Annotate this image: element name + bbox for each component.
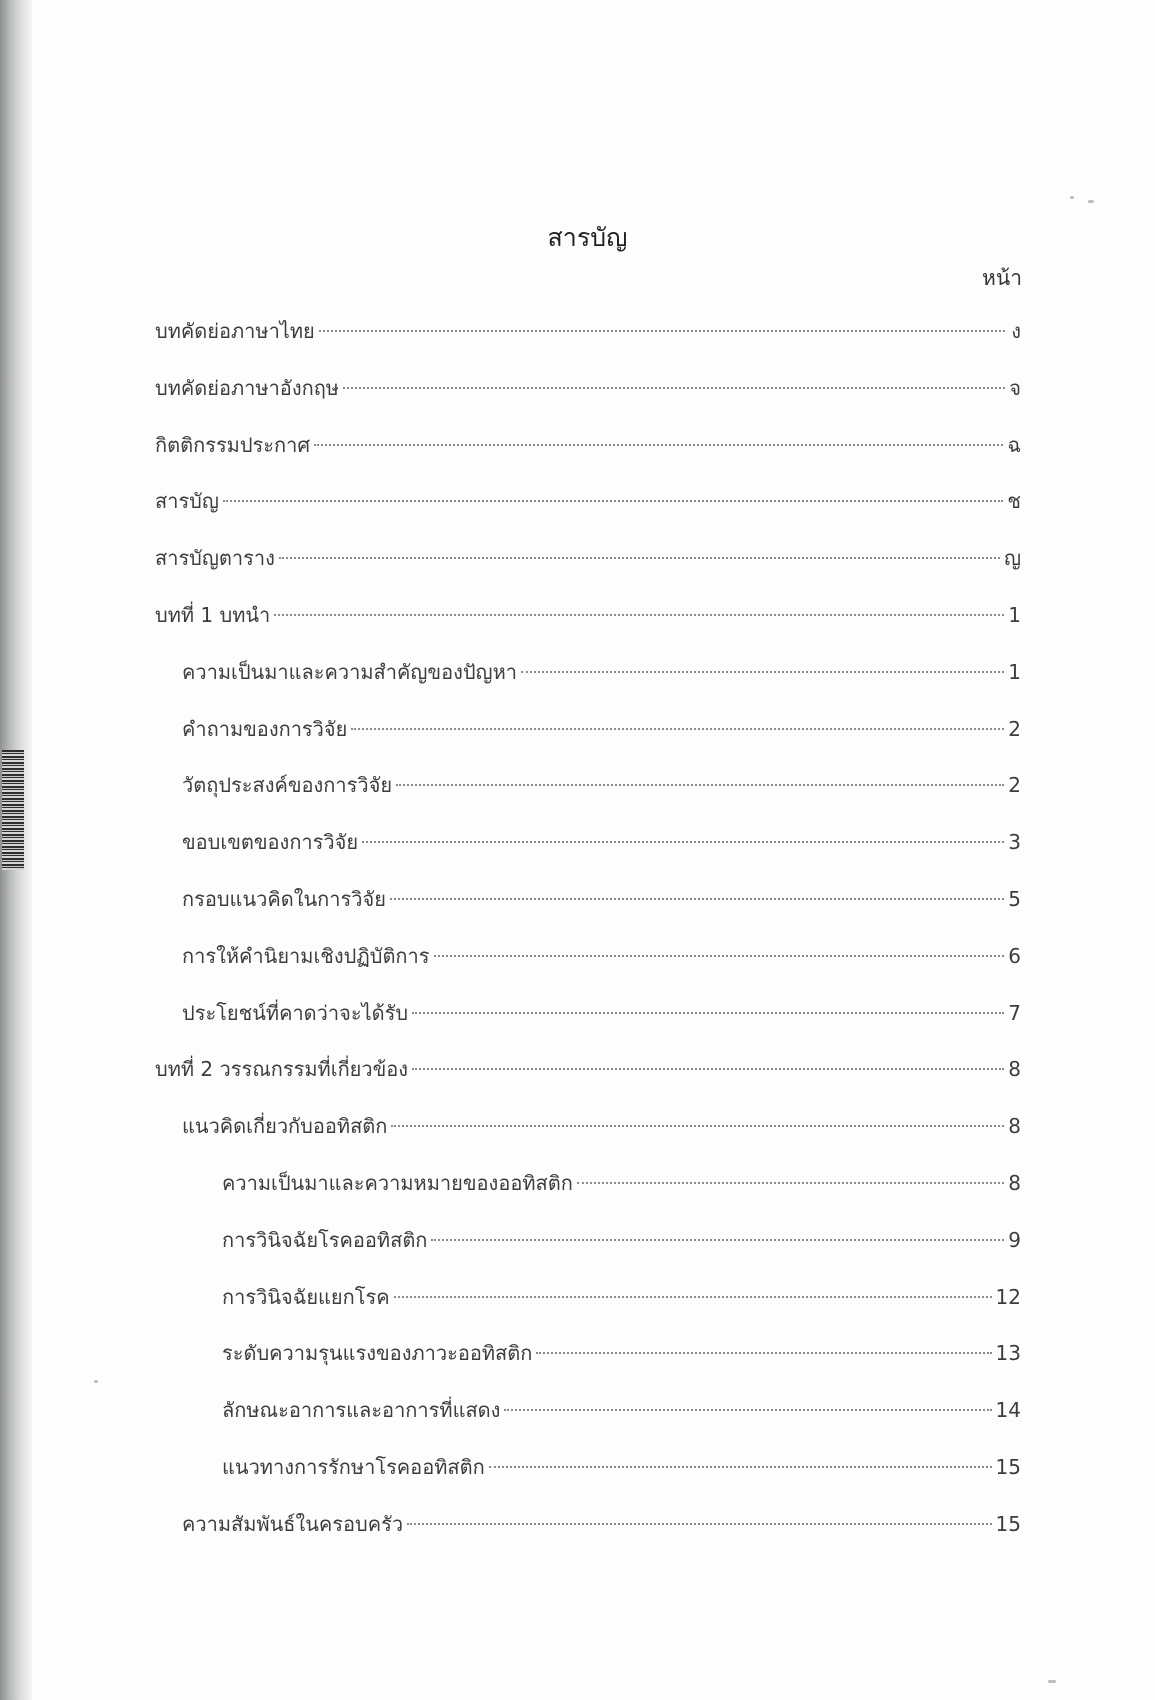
toc-entry-label: ความสัมพันธ์ในครอบครัว [182, 1512, 404, 1536]
toc-dot-leader [274, 614, 1004, 616]
toc-entry-page: ญ [1003, 546, 1021, 570]
toc-dot-leader [407, 1523, 991, 1525]
toc-dot-leader [412, 1068, 1004, 1070]
toc-entry-page: 2 [1008, 717, 1021, 741]
toc-dot-leader [431, 1239, 1004, 1241]
toc-entry [222, 1168, 1021, 1198]
toc-entry [222, 1452, 1021, 1482]
toc-dot-leader [343, 387, 1005, 389]
toc-entry [155, 430, 1021, 460]
toc-entry [155, 316, 1021, 346]
toc-entry-label: บทคัดย่อภาษาอังกฤษ [155, 376, 339, 400]
toc-dot-leader [577, 1182, 1004, 1184]
toc-entry [155, 543, 1021, 573]
toc-entry-label: กรอบแนวคิดในการวิจัย [182, 887, 386, 911]
toc-entry-page: 1 [1008, 603, 1021, 627]
toc-entry-label: ความเป็นมาและความหมายของออทิสติก [222, 1171, 573, 1195]
toc-dot-leader [504, 1409, 991, 1411]
toc-entry-page: 15 [995, 1512, 1021, 1536]
toc-entry-page: 1 [1008, 660, 1021, 684]
toc-entry-page: 9 [1008, 1228, 1021, 1252]
toc-entry-label: สารบัญ [155, 489, 219, 513]
toc-entry [182, 1111, 1021, 1141]
toc-entry [182, 714, 1021, 744]
toc-entry [222, 1225, 1021, 1255]
toc-dot-leader [396, 784, 1004, 786]
toc-entry-page: 5 [1008, 887, 1021, 911]
toc-entry [222, 1282, 1021, 1312]
toc-entry-page: ฉ [1007, 433, 1021, 457]
scan-speck [1048, 1680, 1056, 1683]
toc-entry [182, 770, 1021, 800]
toc-entry-label: วัตถุประสงค์ของการวิจัย [182, 773, 393, 797]
toc-entry-label: แนวคิดเกี่ยวกับออทิสติก [182, 1114, 388, 1138]
toc-entry [182, 884, 1021, 914]
toc-entry [222, 1338, 1021, 1368]
toc-entry-page: 15 [995, 1455, 1021, 1479]
toc-entry-page: 12 [995, 1285, 1021, 1309]
page-column-label: หน้า [982, 266, 1022, 290]
toc-dot-leader [521, 671, 1004, 673]
toc-entry-page: 8 [1008, 1171, 1021, 1195]
toc-dot-leader [362, 841, 1004, 843]
toc-entry-page: จ [1009, 376, 1021, 400]
toc-entry-label: ความเป็นมาและความสำคัญของปัญหา [182, 660, 518, 684]
toc-entry-page: 3 [1008, 830, 1021, 854]
toc-entry-label: แนวทางการรักษาโรคออทิสติก [222, 1455, 485, 1479]
toc-entry [182, 657, 1021, 687]
toc-entry [222, 1395, 1021, 1425]
toc-entry-page: ง [1011, 319, 1021, 343]
toc-entry [182, 1509, 1021, 1539]
page-title: สารบัญ [547, 223, 628, 252]
toc-entry-page: 7 [1008, 1001, 1021, 1025]
toc-entry-label: ระดับความรุนแรงของภาวะออทิสติก [222, 1341, 533, 1365]
toc-entry [182, 941, 1021, 971]
scan-speck [1088, 200, 1094, 203]
toc-entry-label: สารบัญตาราง [155, 546, 275, 570]
toc-dot-leader [489, 1466, 992, 1468]
toc-entry-label: กิตติกรรมประกาศ [155, 433, 311, 457]
toc-entry [155, 486, 1021, 516]
toc-entry-page: ช [1007, 489, 1021, 513]
toc-entry-label: การให้คำนิยามเชิงปฏิบัติการ [182, 944, 430, 968]
toc-entry-label: การวินิจฉัยแยกโรค [222, 1285, 390, 1309]
toc-dot-leader [390, 898, 1004, 900]
toc-entry-page: 2 [1008, 773, 1021, 797]
toc-dot-leader [319, 330, 1005, 332]
barcode-strip [2, 750, 24, 870]
toc-entry [155, 600, 1021, 630]
toc-entry-label: บทที่ 2 วรรณกรรมที่เกี่ยวข้อง [155, 1057, 409, 1081]
toc-dot-leader [351, 728, 1004, 730]
toc-entry-label: ลักษณะอาการและอาการที่แสดง [222, 1398, 501, 1422]
toc-dot-leader [412, 1012, 1004, 1014]
toc-entry-page: 8 [1008, 1057, 1021, 1081]
toc-dot-leader [391, 1125, 1004, 1127]
toc-entry-label: ประโยชน์ที่คาดว่าจะได้รับ [182, 1001, 409, 1025]
scan-speck [94, 1380, 98, 1383]
toc-entry-label: การวินิจฉัยโรคออทิสติก [222, 1228, 428, 1252]
toc-entry-page: 14 [995, 1398, 1021, 1422]
toc-entry [182, 998, 1021, 1028]
toc-dot-leader [279, 557, 1000, 559]
toc-dot-leader [394, 1296, 992, 1298]
toc-entry-page: 13 [995, 1341, 1021, 1365]
toc-entry-label: คำถามของการวิจัย [182, 717, 348, 741]
toc-dot-leader [536, 1352, 991, 1354]
scan-speck [1070, 196, 1074, 199]
toc-entry-label: ขอบเขตของการวิจัย [182, 830, 359, 854]
toc-entry [155, 373, 1021, 403]
toc-entry [182, 827, 1021, 857]
toc-entry-page: 8 [1008, 1114, 1021, 1138]
toc-entry-label: บทคัดย่อภาษาไทย [155, 319, 315, 343]
toc-entry [155, 1054, 1021, 1084]
toc-dot-leader [314, 444, 1003, 446]
toc-entry-label: บทที่ 1 บทนำ [155, 603, 271, 627]
toc-dot-leader [223, 500, 1004, 502]
toc-entry-page: 6 [1008, 944, 1021, 968]
toc-dot-leader [434, 955, 1005, 957]
